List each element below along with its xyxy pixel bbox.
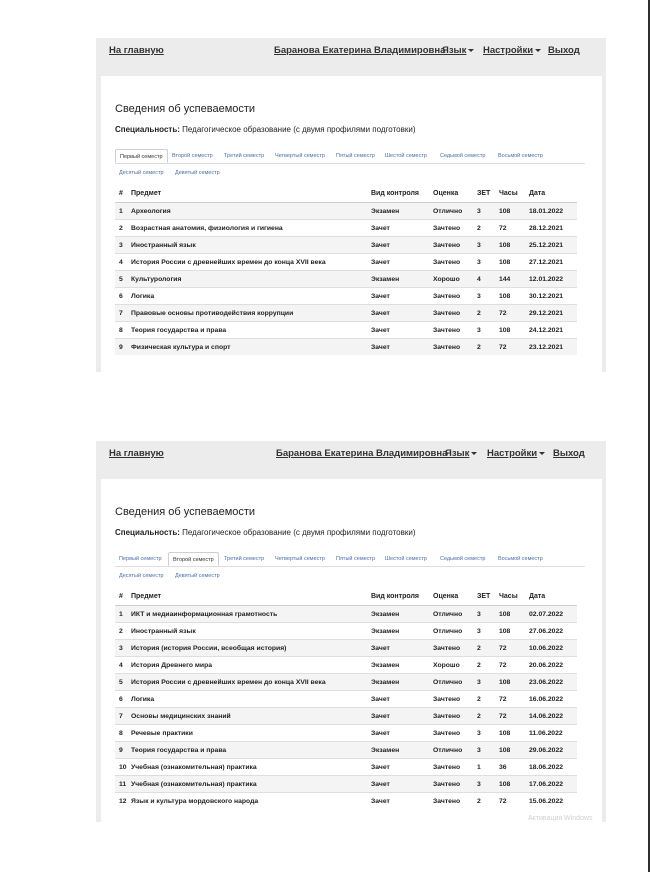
- settings-label: Настройки: [483, 45, 534, 56]
- cell-subject: Иностранный язык: [127, 237, 367, 254]
- cell-index: 3: [115, 237, 127, 254]
- cell-grade: Зачтено: [429, 305, 473, 322]
- table-row: [115, 708, 577, 725]
- table-row: [115, 640, 577, 657]
- language-label: Язык: [442, 45, 467, 56]
- logout-link[interactable]: Выход: [548, 45, 580, 56]
- content-area: [96, 479, 606, 822]
- tab-semester-6[interactable]: Шестой семестр: [385, 556, 427, 562]
- cell-subject: Теория государства и права: [127, 742, 367, 759]
- home-link[interactable]: На главную: [109, 45, 164, 56]
- semester-tabs: [115, 149, 585, 183]
- cell-subject: Язык и культура мордовского народа: [127, 793, 367, 810]
- user-name-link[interactable]: Баранова Екатерина Владимировна: [274, 45, 446, 56]
- cell-control-type: Экзамен: [367, 623, 429, 640]
- table-row: [115, 305, 577, 322]
- cell-grade: Зачтено: [429, 793, 473, 810]
- table-row: [115, 220, 577, 237]
- cell-control-type: Зачет: [367, 305, 429, 322]
- cell-zet: 3: [473, 674, 495, 691]
- table-row: [115, 288, 577, 305]
- cell-date: 11.06.2022: [525, 725, 577, 742]
- cell-zet: 2: [473, 657, 495, 674]
- table-row: [115, 725, 577, 742]
- cell-date: 23.12.2021: [525, 339, 577, 356]
- cell-hours: 72: [495, 640, 525, 657]
- column-header-hours: Часы: [495, 588, 525, 606]
- cell-grade: Хорошо: [429, 657, 473, 674]
- cell-zet: 3: [473, 606, 495, 623]
- cell-date: 10.06.2022: [525, 640, 577, 657]
- column-header-control-type: Вид контроля: [367, 185, 429, 203]
- caret-down-icon: [535, 49, 541, 52]
- cell-subject: Иностранный язык: [127, 623, 367, 640]
- tab-semester-4[interactable]: Четвертый семестр: [275, 153, 325, 159]
- cell-date: 24.12.2021: [525, 322, 577, 339]
- tab-semester-8[interactable]: Восьмой семестр: [498, 153, 543, 159]
- specialty-line: [115, 528, 415, 537]
- cell-hours: 72: [495, 708, 525, 725]
- cell-date: 15.06.2022: [525, 793, 577, 810]
- cell-subject: Речевые практики: [127, 725, 367, 742]
- cell-index: 6: [115, 691, 127, 708]
- cell-index: 4: [115, 254, 127, 271]
- cell-grade: Зачтено: [429, 237, 473, 254]
- tab-semester-10[interactable]: Девятый семестр: [175, 170, 220, 176]
- table-header-row: [115, 588, 577, 606]
- cell-control-type: Зачет: [367, 708, 429, 725]
- cell-date: 27.12.2021: [525, 254, 577, 271]
- cell-hours: 108: [495, 254, 525, 271]
- tab-semester-4[interactable]: Четвертый семестр: [275, 556, 325, 562]
- column-header-grade: Оценка: [429, 185, 473, 203]
- content-card: [101, 76, 602, 372]
- cell-control-type: Экзамен: [367, 606, 429, 623]
- tab-semester-8[interactable]: Восьмой семестр: [498, 556, 543, 562]
- cell-grade: Зачтено: [429, 288, 473, 305]
- cell-hours: 72: [495, 305, 525, 322]
- cell-date: 20.06.2022: [525, 657, 577, 674]
- cell-date: 12.01.2022: [525, 271, 577, 288]
- cell-date: 30.12.2021: [525, 288, 577, 305]
- specialty-line: [115, 125, 415, 134]
- cell-control-type: Зачет: [367, 691, 429, 708]
- specialty-label: Специальность:: [115, 528, 180, 537]
- cell-control-type: Экзамен: [367, 271, 429, 288]
- cell-hours: 108: [495, 203, 525, 220]
- cell-subject: История Древнего мира: [127, 657, 367, 674]
- cell-grade: Зачтено: [429, 220, 473, 237]
- table-row: [115, 254, 577, 271]
- cell-subject: Основы медицинских знаний: [127, 708, 367, 725]
- column-header-index: #: [115, 185, 127, 203]
- caret-down-icon: [468, 49, 474, 52]
- cell-control-type: Зачет: [367, 339, 429, 356]
- cell-grade: Зачтено: [429, 322, 473, 339]
- cell-zet: 2: [473, 305, 495, 322]
- cell-control-type: Экзамен: [367, 674, 429, 691]
- content-area: [96, 76, 606, 372]
- home-link[interactable]: На главную: [109, 448, 164, 459]
- cell-date: 29.06.2022: [525, 742, 577, 759]
- cell-hours: 36: [495, 759, 525, 776]
- cell-date: 17.06.2022: [525, 776, 577, 793]
- cell-control-type: Экзамен: [367, 657, 429, 674]
- cell-zet: 3: [473, 725, 495, 742]
- cell-hours: 72: [495, 793, 525, 810]
- cell-zet: 2: [473, 220, 495, 237]
- cell-zet: 2: [473, 339, 495, 356]
- cell-hours: 72: [495, 691, 525, 708]
- cell-index: 4: [115, 657, 127, 674]
- cell-index: 1: [115, 203, 127, 220]
- column-header-subject: Предмет: [127, 185, 367, 203]
- cell-subject: Правовые основы противодействия коррупции: [127, 305, 367, 322]
- cell-index: 7: [115, 708, 127, 725]
- caret-down-icon: [539, 452, 545, 455]
- cell-date: 16.06.2022: [525, 691, 577, 708]
- cell-index: 2: [115, 623, 127, 640]
- grades-panel-first-semester: [96, 38, 606, 372]
- cell-subject: История России с древнейших времен до конца XVII века: [127, 674, 367, 691]
- cell-subject: Логика: [127, 288, 367, 305]
- cell-date: 25.12.2021: [525, 237, 577, 254]
- cell-zet: 3: [473, 776, 495, 793]
- cell-zet: 3: [473, 203, 495, 220]
- cell-control-type: Зачет: [367, 237, 429, 254]
- cell-grade: Зачтено: [429, 725, 473, 742]
- content-card: [101, 479, 602, 822]
- cell-grade: Хорошо: [429, 271, 473, 288]
- table-row: [115, 776, 577, 793]
- cell-zet: 4: [473, 271, 495, 288]
- tab-semester-1[interactable]: Первый семестр: [115, 149, 168, 163]
- tab-semester-2[interactable]: Второй семестр: [172, 153, 213, 159]
- grades-table: [115, 185, 577, 355]
- cell-index: 5: [115, 674, 127, 691]
- cell-grade: Зачтено: [429, 708, 473, 725]
- tab-semester-7[interactable]: Седьмой семестр: [440, 556, 486, 562]
- cell-hours: 108: [495, 623, 525, 640]
- column-header-hours: Часы: [495, 185, 525, 203]
- table-row: [115, 657, 577, 674]
- page-edge: [648, 0, 650, 872]
- user-name-link[interactable]: Баранова Екатерина Владимировна: [276, 448, 448, 459]
- cell-hours: 72: [495, 220, 525, 237]
- cell-date: 18.01.2022: [525, 203, 577, 220]
- column-header-zet: ЗЕТ: [473, 185, 495, 203]
- table-row: [115, 759, 577, 776]
- cell-index: 2: [115, 220, 127, 237]
- table-row: [115, 742, 577, 759]
- tab-semester-5[interactable]: Пятый семестр: [336, 153, 375, 159]
- cell-grade: Отлично: [429, 203, 473, 220]
- tab-semester-7[interactable]: Седьмой семестр: [440, 153, 486, 159]
- cell-index: 8: [115, 322, 127, 339]
- column-header-grade: Оценка: [429, 588, 473, 606]
- cell-zet: 2: [473, 640, 495, 657]
- column-header-date: Дата: [525, 588, 577, 606]
- grades-panel-second-semester: [96, 441, 606, 822]
- table-row: [115, 203, 577, 220]
- cell-index: 5: [115, 271, 127, 288]
- cell-hours: 108: [495, 725, 525, 742]
- language-label: Язык: [445, 448, 470, 459]
- tab-semester-6[interactable]: Шестой семестр: [385, 153, 427, 159]
- language-menu[interactable]: [442, 38, 474, 76]
- table-header-row: [115, 185, 577, 203]
- cell-grade: Отлично: [429, 623, 473, 640]
- logout-link[interactable]: Выход: [553, 448, 585, 459]
- cell-zet: 2: [473, 793, 495, 810]
- table-row: [115, 623, 577, 640]
- tabs-divider: [115, 163, 585, 164]
- cell-control-type: Зачет: [367, 793, 429, 810]
- cell-zet: 3: [473, 742, 495, 759]
- table-row: [115, 322, 577, 339]
- cell-control-type: Зачет: [367, 776, 429, 793]
- column-header-index: #: [115, 588, 127, 606]
- tab-semester-9[interactable]: Десятый семестр: [119, 573, 164, 579]
- cell-subject: История России с древнейших времен до конца XVII века: [127, 254, 367, 271]
- settings-menu[interactable]: [487, 441, 545, 479]
- cell-index: 6: [115, 288, 127, 305]
- cell-index: 9: [115, 742, 127, 759]
- top-navbar: [96, 441, 606, 479]
- table-row: [115, 674, 577, 691]
- cell-index: 1: [115, 606, 127, 623]
- cell-hours: 108: [495, 237, 525, 254]
- cell-grade: Зачтено: [429, 776, 473, 793]
- cell-subject: Учебная (ознакомительная) практика: [127, 759, 367, 776]
- cell-date: 28.12.2021: [525, 220, 577, 237]
- cell-grade: Отлично: [429, 674, 473, 691]
- cell-zet: 3: [473, 237, 495, 254]
- cell-hours: 108: [495, 606, 525, 623]
- settings-label: Настройки: [487, 448, 538, 459]
- cell-subject: Учебная (ознакомительная) практика: [127, 776, 367, 793]
- cell-subject: Логика: [127, 691, 367, 708]
- cell-grade: Отлично: [429, 606, 473, 623]
- page-title: Сведения об успеваемости: [115, 103, 256, 115]
- semester-tabs: [115, 552, 585, 586]
- tab-semester-9[interactable]: Десятый семестр: [119, 170, 164, 176]
- page-title: Сведения об успеваемости: [115, 506, 256, 518]
- tab-semester-1[interactable]: Первый семестр: [119, 556, 162, 562]
- tab-semester-2[interactable]: Второй семестр: [168, 552, 219, 566]
- table-row: [115, 237, 577, 254]
- cell-control-type: Зачет: [367, 220, 429, 237]
- table-row: [115, 606, 577, 623]
- cell-hours: 108: [495, 322, 525, 339]
- cell-control-type: Зачет: [367, 288, 429, 305]
- cell-grade: Зачтено: [429, 254, 473, 271]
- cell-date: 27.06.2022: [525, 623, 577, 640]
- cell-control-type: Экзамен: [367, 742, 429, 759]
- cell-hours: 108: [495, 674, 525, 691]
- cell-control-type: Зачет: [367, 322, 429, 339]
- cell-hours: 108: [495, 776, 525, 793]
- cell-zet: 2: [473, 691, 495, 708]
- specialty-value: Педагогическое образование (с двумя профилями подготовки): [182, 528, 416, 537]
- cell-zet: 2: [473, 708, 495, 725]
- column-header-subject: Предмет: [127, 588, 367, 606]
- tab-semester-3[interactable]: Третий семестр: [224, 556, 265, 562]
- column-header-date: Дата: [525, 185, 577, 203]
- cell-index: 9: [115, 339, 127, 356]
- cell-index: 8: [115, 725, 127, 742]
- cell-control-type: Зачет: [367, 759, 429, 776]
- cell-control-type: Зачет: [367, 254, 429, 271]
- table-row: [115, 691, 577, 708]
- table-row: [115, 271, 577, 288]
- cell-subject: ИКТ и медиаинформационная грамотность: [127, 606, 367, 623]
- cell-subject: История (история России, всеобщая история): [127, 640, 367, 657]
- cell-hours: 72: [495, 657, 525, 674]
- cell-index: 3: [115, 640, 127, 657]
- cell-grade: Отлично: [429, 742, 473, 759]
- cell-subject: Физическая культура и спорт: [127, 339, 367, 356]
- language-menu[interactable]: [445, 441, 477, 479]
- cell-grade: Зачтено: [429, 691, 473, 708]
- specialty-label: Специальность:: [115, 125, 180, 134]
- cell-date: 02.07.2022: [525, 606, 577, 623]
- cell-control-type: Экзамен: [367, 203, 429, 220]
- cell-zet: 3: [473, 288, 495, 305]
- column-header-control-type: Вид контроля: [367, 588, 429, 606]
- cell-subject: Культурология: [127, 271, 367, 288]
- grades-table: [115, 588, 577, 809]
- cell-subject: Возрастная анатомия, физиология и гигиена: [127, 220, 367, 237]
- cell-zet: 1: [473, 759, 495, 776]
- cell-index: 12: [115, 793, 127, 810]
- cell-zet: 3: [473, 322, 495, 339]
- cell-hours: 108: [495, 742, 525, 759]
- caret-down-icon: [471, 452, 477, 455]
- cell-grade: Зачтено: [429, 640, 473, 657]
- settings-menu[interactable]: [483, 38, 541, 76]
- cell-grade: Зачтено: [429, 339, 473, 356]
- cell-subject: Теория государства и права: [127, 322, 367, 339]
- cell-index: 10: [115, 759, 127, 776]
- cell-hours: 72: [495, 339, 525, 356]
- cell-index: 11: [115, 776, 127, 793]
- cell-grade: Зачтено: [429, 759, 473, 776]
- cell-subject: Археология: [127, 203, 367, 220]
- cell-date: 23.06.2022: [525, 674, 577, 691]
- table-row: [115, 339, 577, 356]
- cell-hours: 108: [495, 288, 525, 305]
- cell-index: 7: [115, 305, 127, 322]
- table-row: [115, 793, 577, 810]
- cell-date: 14.06.2022: [525, 708, 577, 725]
- tab-semester-10[interactable]: Девятый семестр: [175, 573, 220, 579]
- tab-semester-5[interactable]: Пятый семестр: [336, 556, 375, 562]
- tab-semester-3[interactable]: Третий семестр: [224, 153, 265, 159]
- specialty-value: Педагогическое образование (с двумя профилями подготовки): [182, 125, 416, 134]
- column-header-zet: ЗЕТ: [473, 588, 495, 606]
- cell-control-type: Зачет: [367, 640, 429, 657]
- cell-hours: 144: [495, 271, 525, 288]
- windows-activation-watermark: Активация Windows: [528, 815, 593, 822]
- cell-zet: 3: [473, 254, 495, 271]
- cell-control-type: Зачет: [367, 725, 429, 742]
- cell-date: 18.06.2022: [525, 759, 577, 776]
- cell-zet: 3: [473, 623, 495, 640]
- top-navbar: [96, 38, 606, 76]
- cell-date: 29.12.2021: [525, 305, 577, 322]
